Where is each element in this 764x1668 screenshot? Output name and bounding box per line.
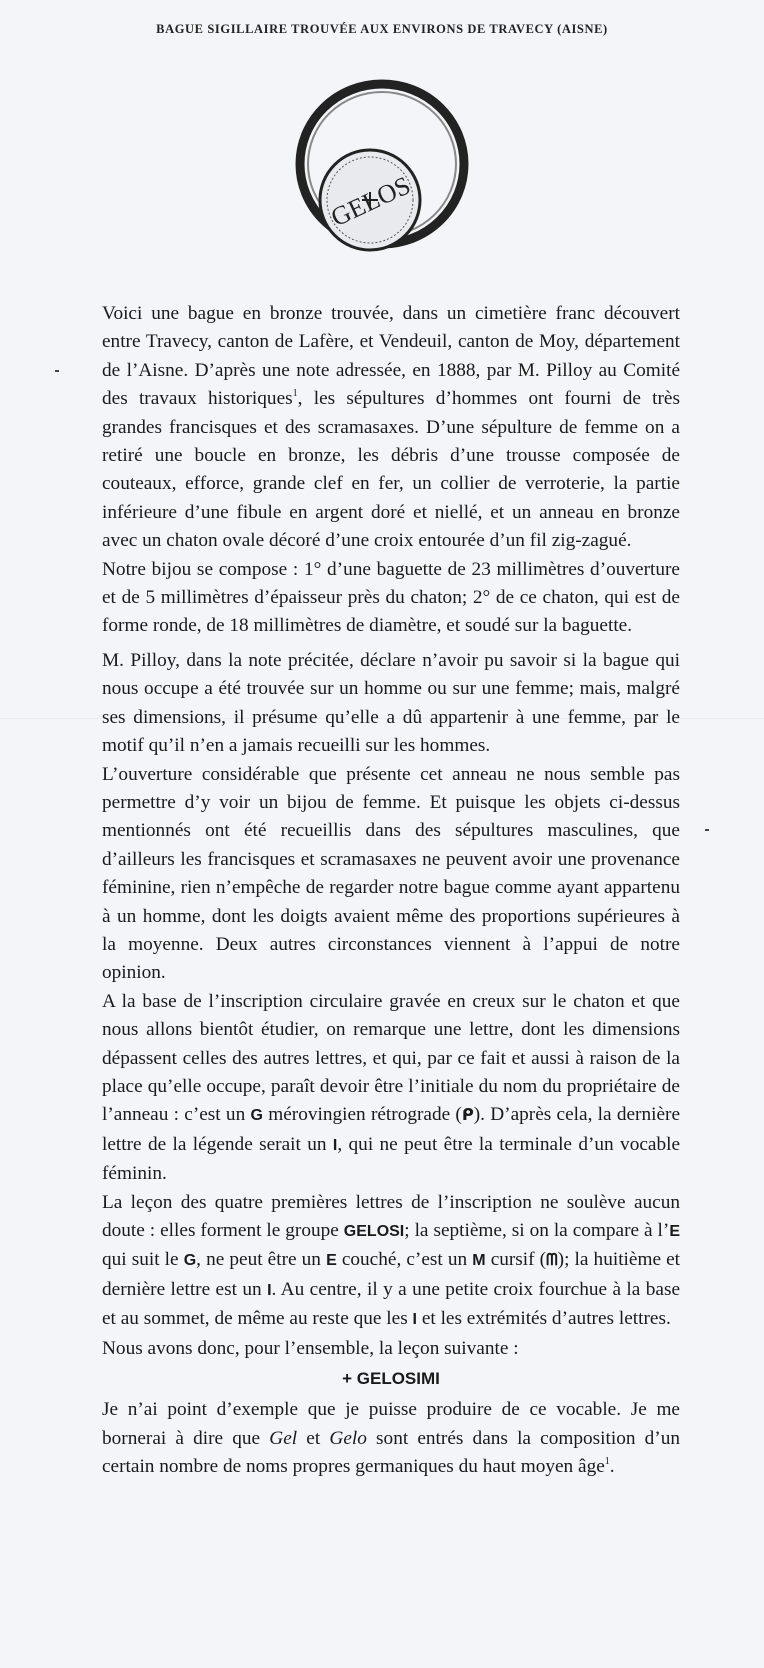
- p8c-text: sont entrés dans la composition d’un certain nombre de noms propres germaniques du haut moyen âge: [102, 1427, 680, 1478]
- p5a-text: A la base de l’inscription circulaire gravée en creux sur le chaton et que nous allons bientôt étudier, on remarque une lettre, dont les dimensions dépassent celles des autres lettres, et qui, par ce fait et aussi à raison de la place qu’elle occupe, paraît devoir être l’initiale du nom du propriétaire de l’anneau : c’est un: [102, 990, 680, 1126]
- p7-text: Nous avons donc, pour l’ensemble, la leçon suivante :: [102, 1337, 519, 1359]
- p5c-text: ). D’après cela, la dernière lettre de la légende serait un: [102, 1104, 681, 1155]
- p8d-text: .: [609, 1456, 615, 1478]
- p1-text: Voici une bague en bronze trouvée, dans un cimetière franc découvert entre Travecy, canton de Lafère, et Vendeuil, canton de Moy, département de l’Aisne. D’après une note adressée, en 1888, par M. Pilloy au Comité des travaux historiques: [102, 303, 680, 410]
- paragraph-5: [102, 988, 680, 1189]
- p1b-text: , les sépultures d’hommes ont fourni de très grandes francisques et des scramasaxes. D’une sépulture de femme on a retiré une boucle en bronze, les débris d’une trousse composée de couteaux, efforce, grande clef en fer, un collier de verroterie, la partie inférieure d’une fibule en argent doré et niellé, et un anneau en bronze avec un chaton ovale décoré d’une croix entourée d’un fil zig-zagué.: [102, 388, 680, 552]
- footnote-ref-2: 1: [604, 1456, 610, 1468]
- retrograde-g-glyph: ᑭ: [461, 1107, 474, 1125]
- cursive-m-glyph: ᗰ: [546, 1252, 558, 1270]
- ring-illustration: [290, 72, 475, 257]
- p6b-text: ; la septième, si on la compare à l’: [404, 1220, 670, 1241]
- p6a-text: La leçon des quatre premières lettres de l’inscription ne soulève aucun doute : elles forment le groupe: [102, 1191, 680, 1241]
- letter-m: M: [472, 1252, 486, 1270]
- article-body: [102, 300, 680, 1482]
- p6d-text: , ne peut être un: [196, 1249, 321, 1271]
- footnote-ref: 1: [292, 388, 298, 400]
- letter-i-2: I: [267, 1281, 272, 1299]
- p6h-text: . Au centre, il y a une petite croix fourchue à la base et au sommet, de même au reste que les: [102, 1278, 681, 1330]
- p6g-text: ); la huitième et dernière lettre est un: [102, 1249, 681, 1300]
- p5b-text: mérovingien rétrograde (: [268, 1104, 462, 1126]
- paragraph-3: [102, 647, 680, 761]
- p8a-text: Je n’ai point d’exemple que je puisse produire de ce vocable. Je me bornerai à dire que: [102, 1399, 680, 1449]
- margin-speck: [55, 370, 59, 372]
- margin-speck: [705, 829, 709, 831]
- p6c-text: qui suit le: [102, 1249, 179, 1271]
- word-gel: Gel: [269, 1427, 298, 1449]
- paragraph-8: [102, 1396, 680, 1481]
- p4-text: L’ouverture considérable que présente cet anneau ne nous semble pas permettre d’y voir un bijou de femme. Et puisque les objets ci-dessus mentionnés ont été recueillis dans des sépultures masculines, que d’ailleurs les francisques et scramasaxes ne peuvent avoir une provenance féminine, rien n’empêche de regarder notre bague comme ayant appartenu à un homme, dont les doigts avaient même des proportions supérieures à la moyenne. Deux autres circonstances viennent à l’appui de notre opinion.: [102, 763, 680, 984]
- p3-text: M. Pilloy, dans la note précitée, déclare n’avoir pu savoir si la bague qui nous occupe a été trouvée sur un homme ou sur une femme; mais, malgré ses dimensions, il présume qu’elle a dû appartenir à une femme, par le motif qu’il n’en a jamais recueilli sur les hommes.: [102, 649, 680, 757]
- paragraph-2: [102, 556, 680, 641]
- letter-i-3: I: [412, 1311, 417, 1329]
- paragraph-6: [102, 1189, 680, 1335]
- p6e-text: couché, c’est un: [341, 1249, 468, 1271]
- paragraph-4: [102, 761, 680, 988]
- word-gelo: Gelo: [329, 1427, 367, 1449]
- p6f-text: cursif (: [490, 1249, 547, 1271]
- p8b-text: et: [306, 1427, 321, 1449]
- letter-e: E: [669, 1223, 680, 1240]
- page-header: BAGUE SIGILLAIRE TROUVÉE AUX ENVIRONS DE TRAVECY (AISNE): [156, 22, 608, 36]
- letter-e-2: E: [326, 1252, 337, 1270]
- paragraph-7: [102, 1335, 680, 1363]
- p2-text: Notre bijou se compose : 1° d’une baguette de 23 millimètres d’ouverture et de 5 millimètres d’épaisseur près du chaton; 2° de ce chaton, qui est de forme ronde, de 18 millimètres de diamètre, et soudé sur la baguette.: [102, 558, 680, 637]
- p5d-text: , qui ne peut être la terminale d’un vocable féminin.: [102, 1133, 681, 1185]
- letter-g-2: G: [183, 1252, 197, 1270]
- reading-line: + GELOSIMI: [342, 1369, 440, 1389]
- letter-i: I: [332, 1136, 338, 1154]
- letter-g: G: [250, 1107, 263, 1125]
- p6i-text: et les extrémités d’autres lettres.: [421, 1308, 671, 1330]
- paragraph-1: [102, 300, 680, 556]
- group-gelosi: GELOSI: [343, 1223, 405, 1240]
